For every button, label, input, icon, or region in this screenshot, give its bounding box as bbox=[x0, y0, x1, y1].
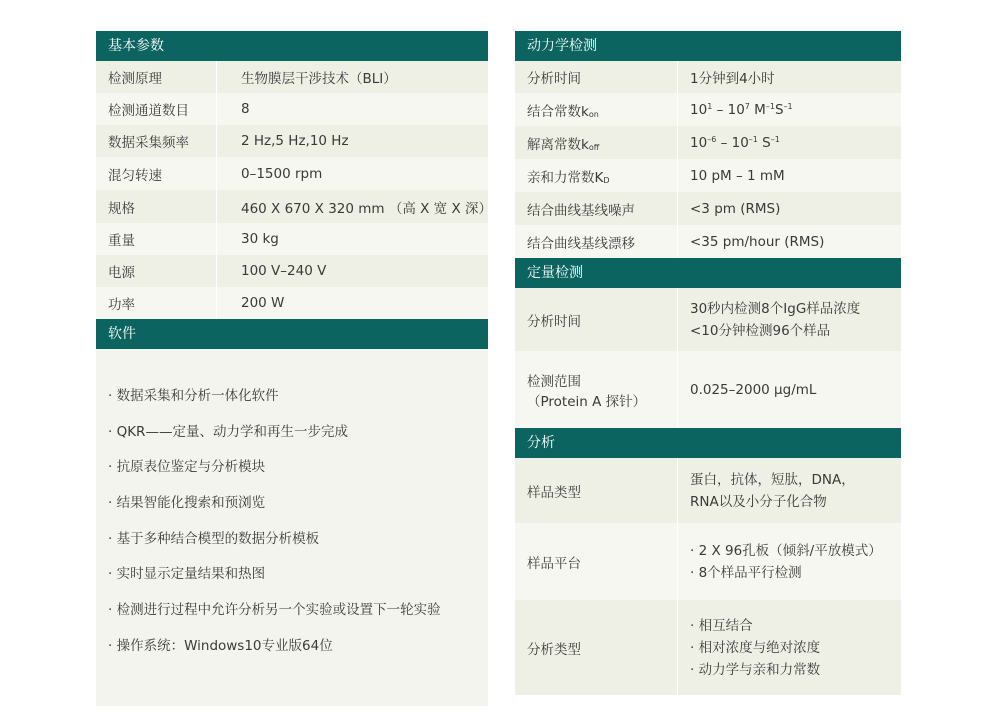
param-value: 30 kg bbox=[241, 231, 279, 247]
param-name: 混匀转速 bbox=[96, 157, 217, 190]
table-row bbox=[96, 125, 488, 157]
param-value: 10 pM – 1 mM bbox=[690, 167, 785, 184]
param-value: · 2 X 96孔板（倾斜/平放模式） · 8个样品平行检测 bbox=[690, 542, 882, 581]
table-row bbox=[96, 61, 488, 93]
param-value: 30秒内检测8个IgG样品浓度 <10分钟检测96个样品 bbox=[690, 300, 861, 339]
param-value: 0–1500 rpm bbox=[241, 165, 323, 182]
table-row bbox=[515, 192, 901, 225]
param-value: $10^1 - 10^7$ $M^{-1}S^{-1}$ bbox=[690, 101, 793, 118]
param-value: 8 bbox=[241, 101, 250, 117]
table-row bbox=[96, 223, 488, 255]
quantitative-header: 定量检测 bbox=[515, 258, 901, 288]
table-row bbox=[515, 159, 901, 192]
kinetics-header: 动力学检测 bbox=[515, 31, 901, 61]
param-name: 亲和力常数KD bbox=[515, 159, 678, 192]
list-item: · 结果智能化搜索和预浏览 bbox=[108, 495, 266, 512]
table-row bbox=[515, 600, 901, 695]
param-value: 100 V–240 V bbox=[241, 263, 327, 279]
table-row bbox=[515, 288, 901, 351]
basic-params-header: 基本参数 bbox=[96, 31, 488, 61]
list-item: · 基于多种结合模型的数据分析模板 bbox=[108, 530, 320, 547]
software-header: 软件 bbox=[96, 319, 488, 349]
table-row bbox=[515, 126, 901, 159]
param-value: · 相互结合 · 相对浓度与绝对浓度 · 动力学与亲和力常数 bbox=[690, 617, 821, 678]
table-row bbox=[515, 61, 901, 93]
table-row bbox=[515, 458, 901, 523]
param-value: <3 pm (RMS) bbox=[690, 200, 781, 217]
list-item: · 实时显示定量结果和热图 bbox=[108, 566, 266, 583]
param-name: 解离常数koff bbox=[515, 126, 678, 159]
param-name: 数据采集频率 bbox=[96, 125, 217, 157]
param-name: 检测通道数目 bbox=[96, 93, 217, 125]
param-name: 样品平台 bbox=[515, 523, 678, 600]
table-row bbox=[96, 190, 493, 223]
param-name: 检测原理 bbox=[96, 61, 217, 93]
param-name: 规格 bbox=[96, 190, 217, 223]
table-row bbox=[96, 287, 488, 319]
list-item: · 检测进行过程中允许分析另一个实验或设置下一轮实验 bbox=[108, 602, 441, 619]
list-item: · 操作系统：Windows10专业版64位 bbox=[108, 637, 333, 654]
param-value: 1分钟到4小时 bbox=[690, 71, 775, 87]
right-column bbox=[515, 31, 901, 695]
table-row bbox=[515, 351, 901, 428]
param-value: $10^{-6} - 10^{-1}$ $S^{-1}$ bbox=[690, 134, 780, 151]
param-name: 功率 bbox=[96, 287, 217, 319]
param-name: 检测范围 （Protein A 探针） bbox=[515, 351, 678, 428]
param-name: 结合曲线基线噪声 bbox=[515, 192, 678, 225]
list-item: · 抗原表位鉴定与分析模块 bbox=[108, 459, 266, 476]
param-name: 结合曲线基线漂移 bbox=[515, 225, 678, 258]
param-value: 460 X 670 X 320 mm （高 X 宽 X 深） bbox=[241, 200, 493, 217]
param-value: 0.025–2000 μg/mL bbox=[690, 381, 817, 398]
table-row bbox=[96, 93, 488, 125]
param-name: 重量 bbox=[96, 223, 217, 255]
param-name: 样品类型 bbox=[515, 458, 678, 523]
param-name: 分析时间 bbox=[515, 61, 678, 93]
param-name: 电源 bbox=[96, 255, 217, 287]
table-row bbox=[515, 523, 901, 600]
table-row bbox=[515, 93, 901, 126]
list-item: · QKR——定量、动力学和再生一步完成 bbox=[108, 423, 348, 440]
param-value: 200 W bbox=[241, 295, 285, 311]
table-row bbox=[515, 225, 901, 258]
param-value: 生物膜层干涉技术（BLI） bbox=[241, 71, 397, 87]
param-name: 分析类型 bbox=[515, 600, 678, 695]
left-column bbox=[96, 31, 493, 706]
param-name: 分析时间 bbox=[515, 288, 678, 351]
param-name: 结合常数kon bbox=[515, 93, 678, 126]
software-list bbox=[96, 349, 488, 706]
analysis-header: 分析 bbox=[515, 428, 901, 458]
table-row bbox=[96, 255, 488, 287]
param-value: 2 Hz,5 Hz,10 Hz bbox=[241, 133, 349, 149]
param-value: 蛋白，抗体，短肽，DNA， RNA以及小分子化合物 bbox=[690, 471, 855, 510]
param-value: <35 pm/hour (RMS) bbox=[690, 233, 825, 250]
list-item: · 数据采集和分析一体化软件 bbox=[108, 388, 279, 404]
table-row bbox=[96, 157, 488, 190]
